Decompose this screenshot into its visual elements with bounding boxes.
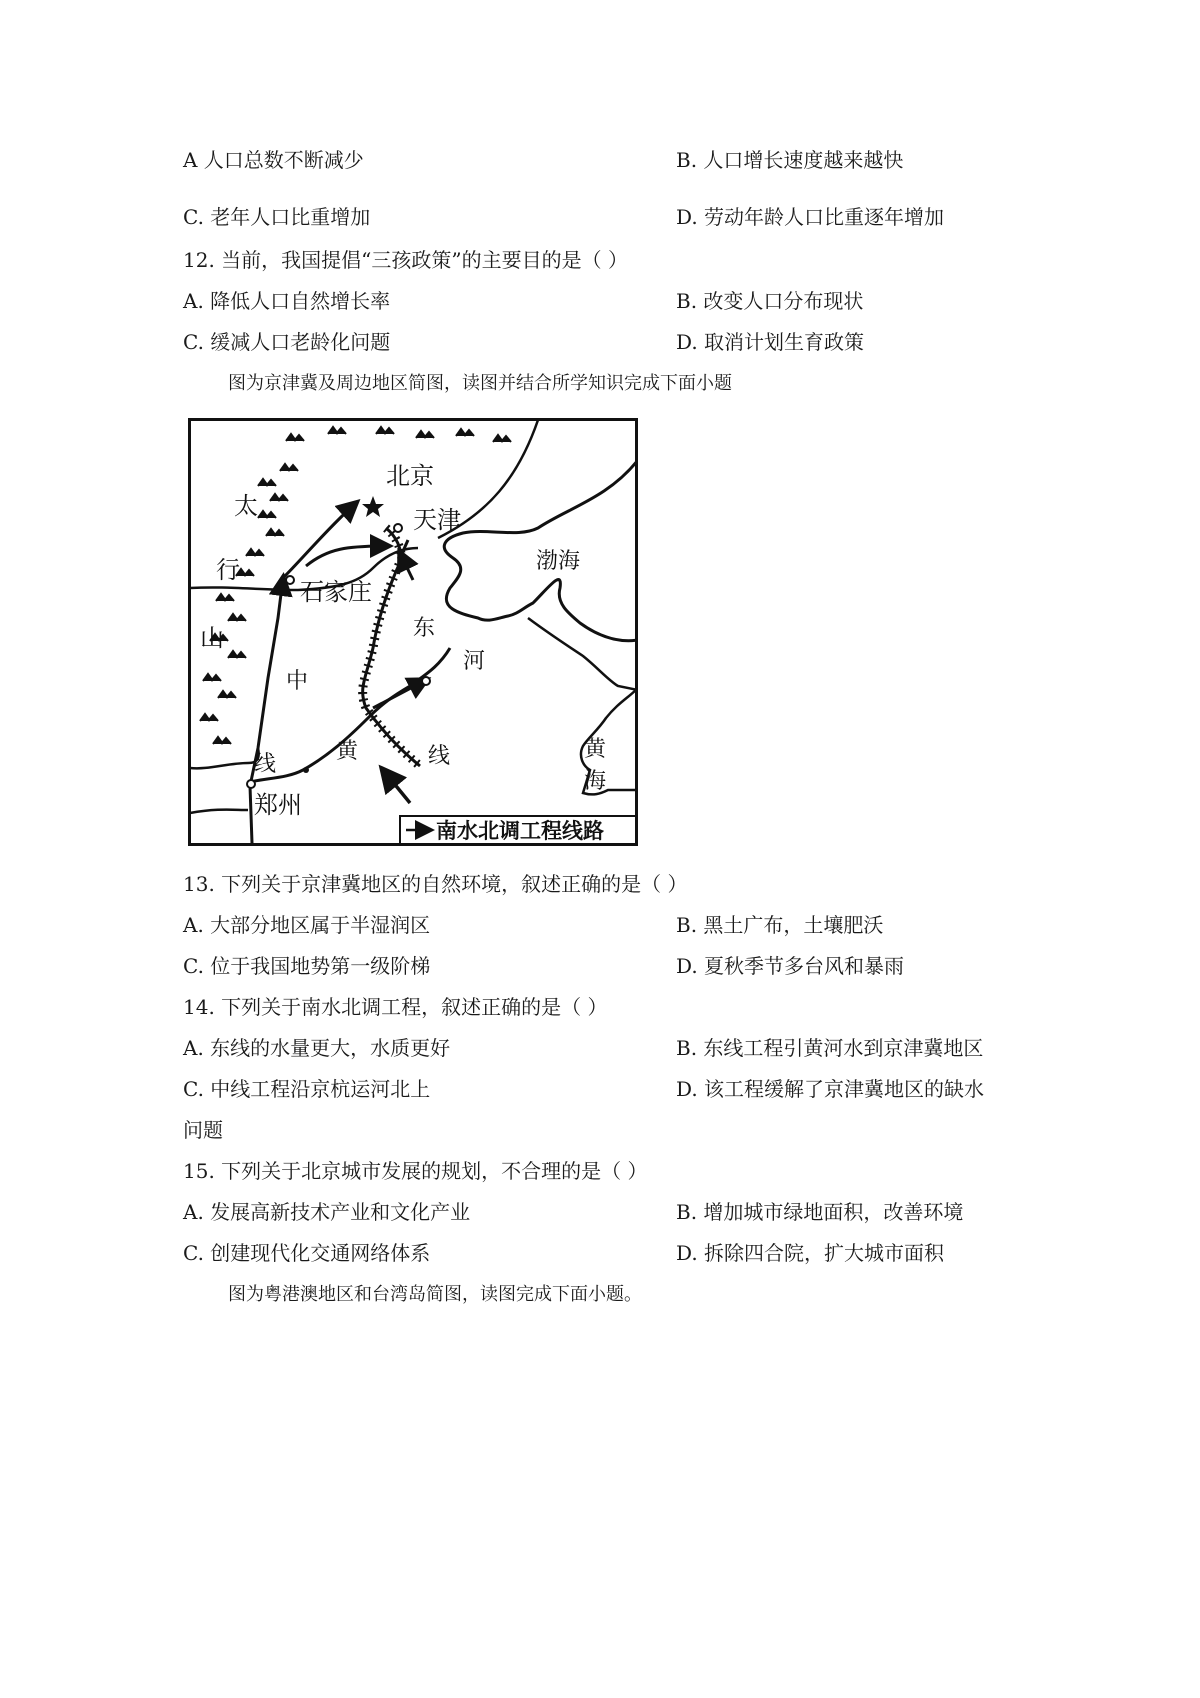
q12-option-a: A. 降低人口自然增长率: [183, 289, 391, 313]
q15-option-c: C. 创建现代化交通网络体系: [183, 1241, 431, 1265]
jinan-dot: [422, 677, 430, 685]
map-intro-2: 图为粤港澳地区和台湾岛简图，读图完成下面小题。: [228, 1284, 642, 1305]
q14-option-d: D. 该工程缓解了京津冀地区的缺水: [676, 1077, 985, 1101]
label-middle-1: 中: [286, 669, 309, 694]
q14-option-a: A. 东线的水量更大，水质更好: [183, 1036, 451, 1060]
q12-stem: 12. 当前，我国提倡“三孩政策”的主要目的是（ ）: [183, 248, 628, 272]
q14-option-c: C. 中线工程沿京杭运河北上: [183, 1077, 431, 1101]
q14-stem: 14. 下列关于南水北调工程，叙述正确的是（ ）: [183, 995, 608, 1019]
jingjinji-map: [188, 418, 638, 846]
q11-option-d: D. 劳动年龄人口比重逐年增加: [676, 205, 945, 229]
tianjin-dot: [394, 524, 402, 532]
label-east-2: 线: [428, 744, 451, 769]
q14-option-d-continued: 问题: [183, 1118, 223, 1142]
label-river-1: 黄: [336, 739, 359, 764]
label-yellow-sea-2: 海: [584, 769, 607, 794]
label-taihang-3: 山: [200, 624, 224, 652]
q15-option-d: D. 拆除四合院，扩大城市面积: [676, 1241, 945, 1265]
q13-option-c: C. 位于我国地势第一级阶梯: [183, 954, 431, 978]
map-intro: 图为京津冀及周边地区简图，读图并结合所学知识完成下面小题: [228, 373, 732, 394]
label-bohai: 渤海: [536, 549, 581, 574]
q15-stem: 15. 下列关于北京城市发展的规划，不合理的是（ ）: [183, 1159, 648, 1183]
zhengzhou-dot: [247, 780, 255, 788]
label-taihang-2: 行: [216, 556, 240, 584]
q12-option-d: D. 取消计划生育政策: [676, 330, 865, 354]
label-yellow-sea-1: 黄: [584, 737, 607, 762]
q11-option-b: B. 人口增长速度越来越快: [676, 148, 904, 172]
label-east-1: 东: [413, 616, 436, 641]
q13-option-a: A. 大部分地区属于半湿润区: [183, 913, 431, 937]
river-dot: [303, 767, 309, 773]
q15-option-b: B. 增加城市绿地面积，改善环境: [676, 1200, 964, 1224]
label-zhengzhou: 郑州: [254, 791, 302, 819]
shijiazhuang-dot: [286, 576, 294, 584]
q11-option-c: C. 老年人口比重增加: [183, 205, 371, 229]
label-taihang-1: 太: [234, 492, 258, 520]
label-beijing: 北京: [386, 462, 434, 490]
q13-option-b: B. 黑土广布，土壤肥沃: [676, 913, 884, 937]
label-river-2: 河: [463, 649, 486, 674]
q14-option-b: B. 东线工程引黄河水到京津冀地区: [676, 1036, 984, 1060]
label-shijiazhuang: 石家庄: [300, 578, 372, 606]
q15-option-a: A. 发展高新技术产业和文化产业: [183, 1200, 471, 1224]
q13-option-d: D. 夏秋季节多台风和暴雨: [676, 954, 905, 978]
q12-option-c: C. 缓减人口老龄化问题: [183, 330, 391, 354]
label-middle-2: 线: [254, 752, 277, 777]
q12-option-b: B. 改变人口分布现状: [676, 289, 864, 313]
label-tianjin: 天津: [413, 506, 461, 534]
legend-label: 南水北调工程线路: [436, 819, 604, 843]
q13-stem: 13. 下列关于京津冀地区的自然环境，叙述正确的是（ ）: [183, 872, 688, 896]
middle-route-south: [250, 786, 252, 843]
q11-option-a: A 人口总数不断减少: [183, 148, 364, 172]
